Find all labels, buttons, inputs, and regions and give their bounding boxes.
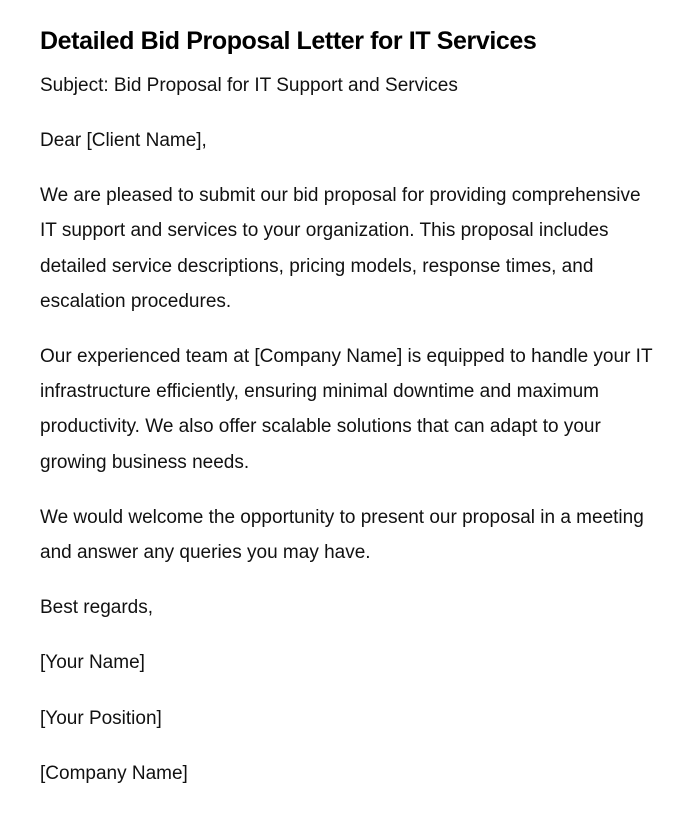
- signature-company: [Company Name]: [40, 762, 188, 784]
- body-paragraph-team: Our experienced team at [Company Name] is equipped to handle your IT infrastructure efficiently, ensuring minimal downtime and maximum productivity. We also offer scalable solutions that can adapt to your growing business needs.: [40, 346, 653, 473]
- subject-line: Subject: Bid Proposal for IT Support and Services: [40, 75, 458, 96]
- body-paragraph-meeting: We would welcome the opportunity to present our proposal in a meeting and answer any queries you may have.: [40, 506, 644, 564]
- salutation: Dear [Client Name],: [40, 130, 207, 151]
- body-paragraph-intro: We are pleased to submit our bid proposal for providing comprehensive IT support and services to your organization. This proposal includes detailed service descriptions, pricing models, response times, and escalation procedures.: [40, 185, 641, 312]
- page-title: Detailed Bid Proposal Letter for IT Services: [40, 27, 537, 55]
- signature-name: [Your Name]: [40, 652, 145, 674]
- signature-position: [Your Position]: [40, 707, 162, 729]
- closing: Best regards,: [40, 597, 153, 619]
